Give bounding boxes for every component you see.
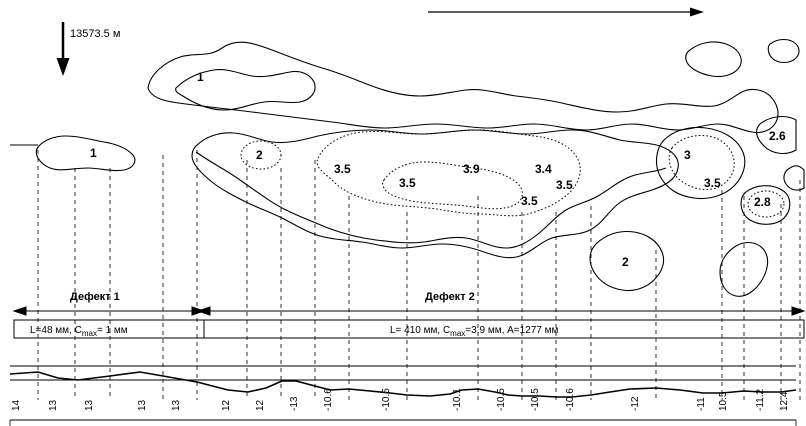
defect-2-name: Дефект 2 — [425, 291, 475, 303]
depth-label: 2 — [256, 148, 263, 162]
position-down-arrow — [57, 22, 70, 76]
defect-1-name: Дефект 1 — [70, 291, 120, 303]
contour-inner-dotted — [241, 130, 784, 217]
axis-tick-label: -10.5 — [530, 388, 541, 411]
depth-label: 2.8 — [754, 195, 771, 209]
contour-outer — [36, 40, 804, 297]
defect-2-stats — [390, 325, 558, 338]
defect-1-stats-suffix: = 1 мм — [96, 325, 128, 336]
measurement-dropline-group — [38, 150, 800, 400]
axis-tick-label: -10.1 — [452, 388, 463, 411]
depth-label: 3.5 — [399, 176, 416, 190]
axis-tick-label: 10.5 — [718, 391, 729, 411]
axis-tick-label: -12 — [630, 396, 641, 411]
defect-1-stats — [30, 325, 128, 338]
axis-tick-label: -10.6 — [323, 388, 334, 411]
axis-tick-label: 14 — [11, 399, 22, 411]
depth-label: 3 — [684, 148, 691, 162]
depth-label: 1 — [197, 70, 204, 84]
axis-tick-label: 12 — [221, 399, 232, 411]
axis-tick-label: 13 — [48, 399, 59, 411]
axis-tick-label: -13 — [289, 396, 300, 411]
axis-tick-label: -10.5 — [496, 388, 507, 411]
defect-2-stats-sub: max — [450, 329, 466, 338]
depth-label: 3.9 — [463, 162, 480, 176]
axis-tick-label: 12.4 — [779, 391, 790, 411]
axis-tick-label: -10.5 — [381, 388, 392, 411]
depth-label: 1 — [90, 146, 97, 160]
axis-tick-label: -11.2 — [755, 388, 766, 411]
axis-tick-label: 13 — [137, 399, 148, 411]
axis-tick-label: -11 — [696, 397, 707, 411]
axis-tick-label: 12 — [255, 399, 266, 411]
axis-tick-label: -10.6 — [565, 388, 576, 411]
distance-label: 13573.5 м — [70, 28, 121, 40]
flow-direction-arrow — [428, 8, 704, 17]
depth-label: 3.5 — [556, 178, 573, 192]
depth-label: 3.4 — [535, 162, 552, 176]
depth-label: 3.5 — [704, 176, 721, 190]
defect-2-stats-prefix: L= 410 мм, C — [390, 325, 451, 336]
axis-tick-label: 13 — [171, 399, 182, 411]
axis-ticks — [10, 420, 796, 426]
depth-label: 2 — [622, 255, 629, 269]
defect-1-stats-prefix: L=48 мм, C — [30, 325, 82, 336]
axis-tick-label: 13 — [84, 399, 95, 411]
wall-thickness-profile — [10, 372, 796, 397]
depth-label: 3.5 — [334, 162, 351, 176]
depth-label: 3.5 — [521, 194, 538, 208]
defect-2-stats-suffix: =3.9 мм, A=1277 мм — [465, 325, 559, 336]
defect-1-stats-sub: max — [81, 329, 97, 338]
depth-label: 2.6 — [769, 129, 786, 143]
